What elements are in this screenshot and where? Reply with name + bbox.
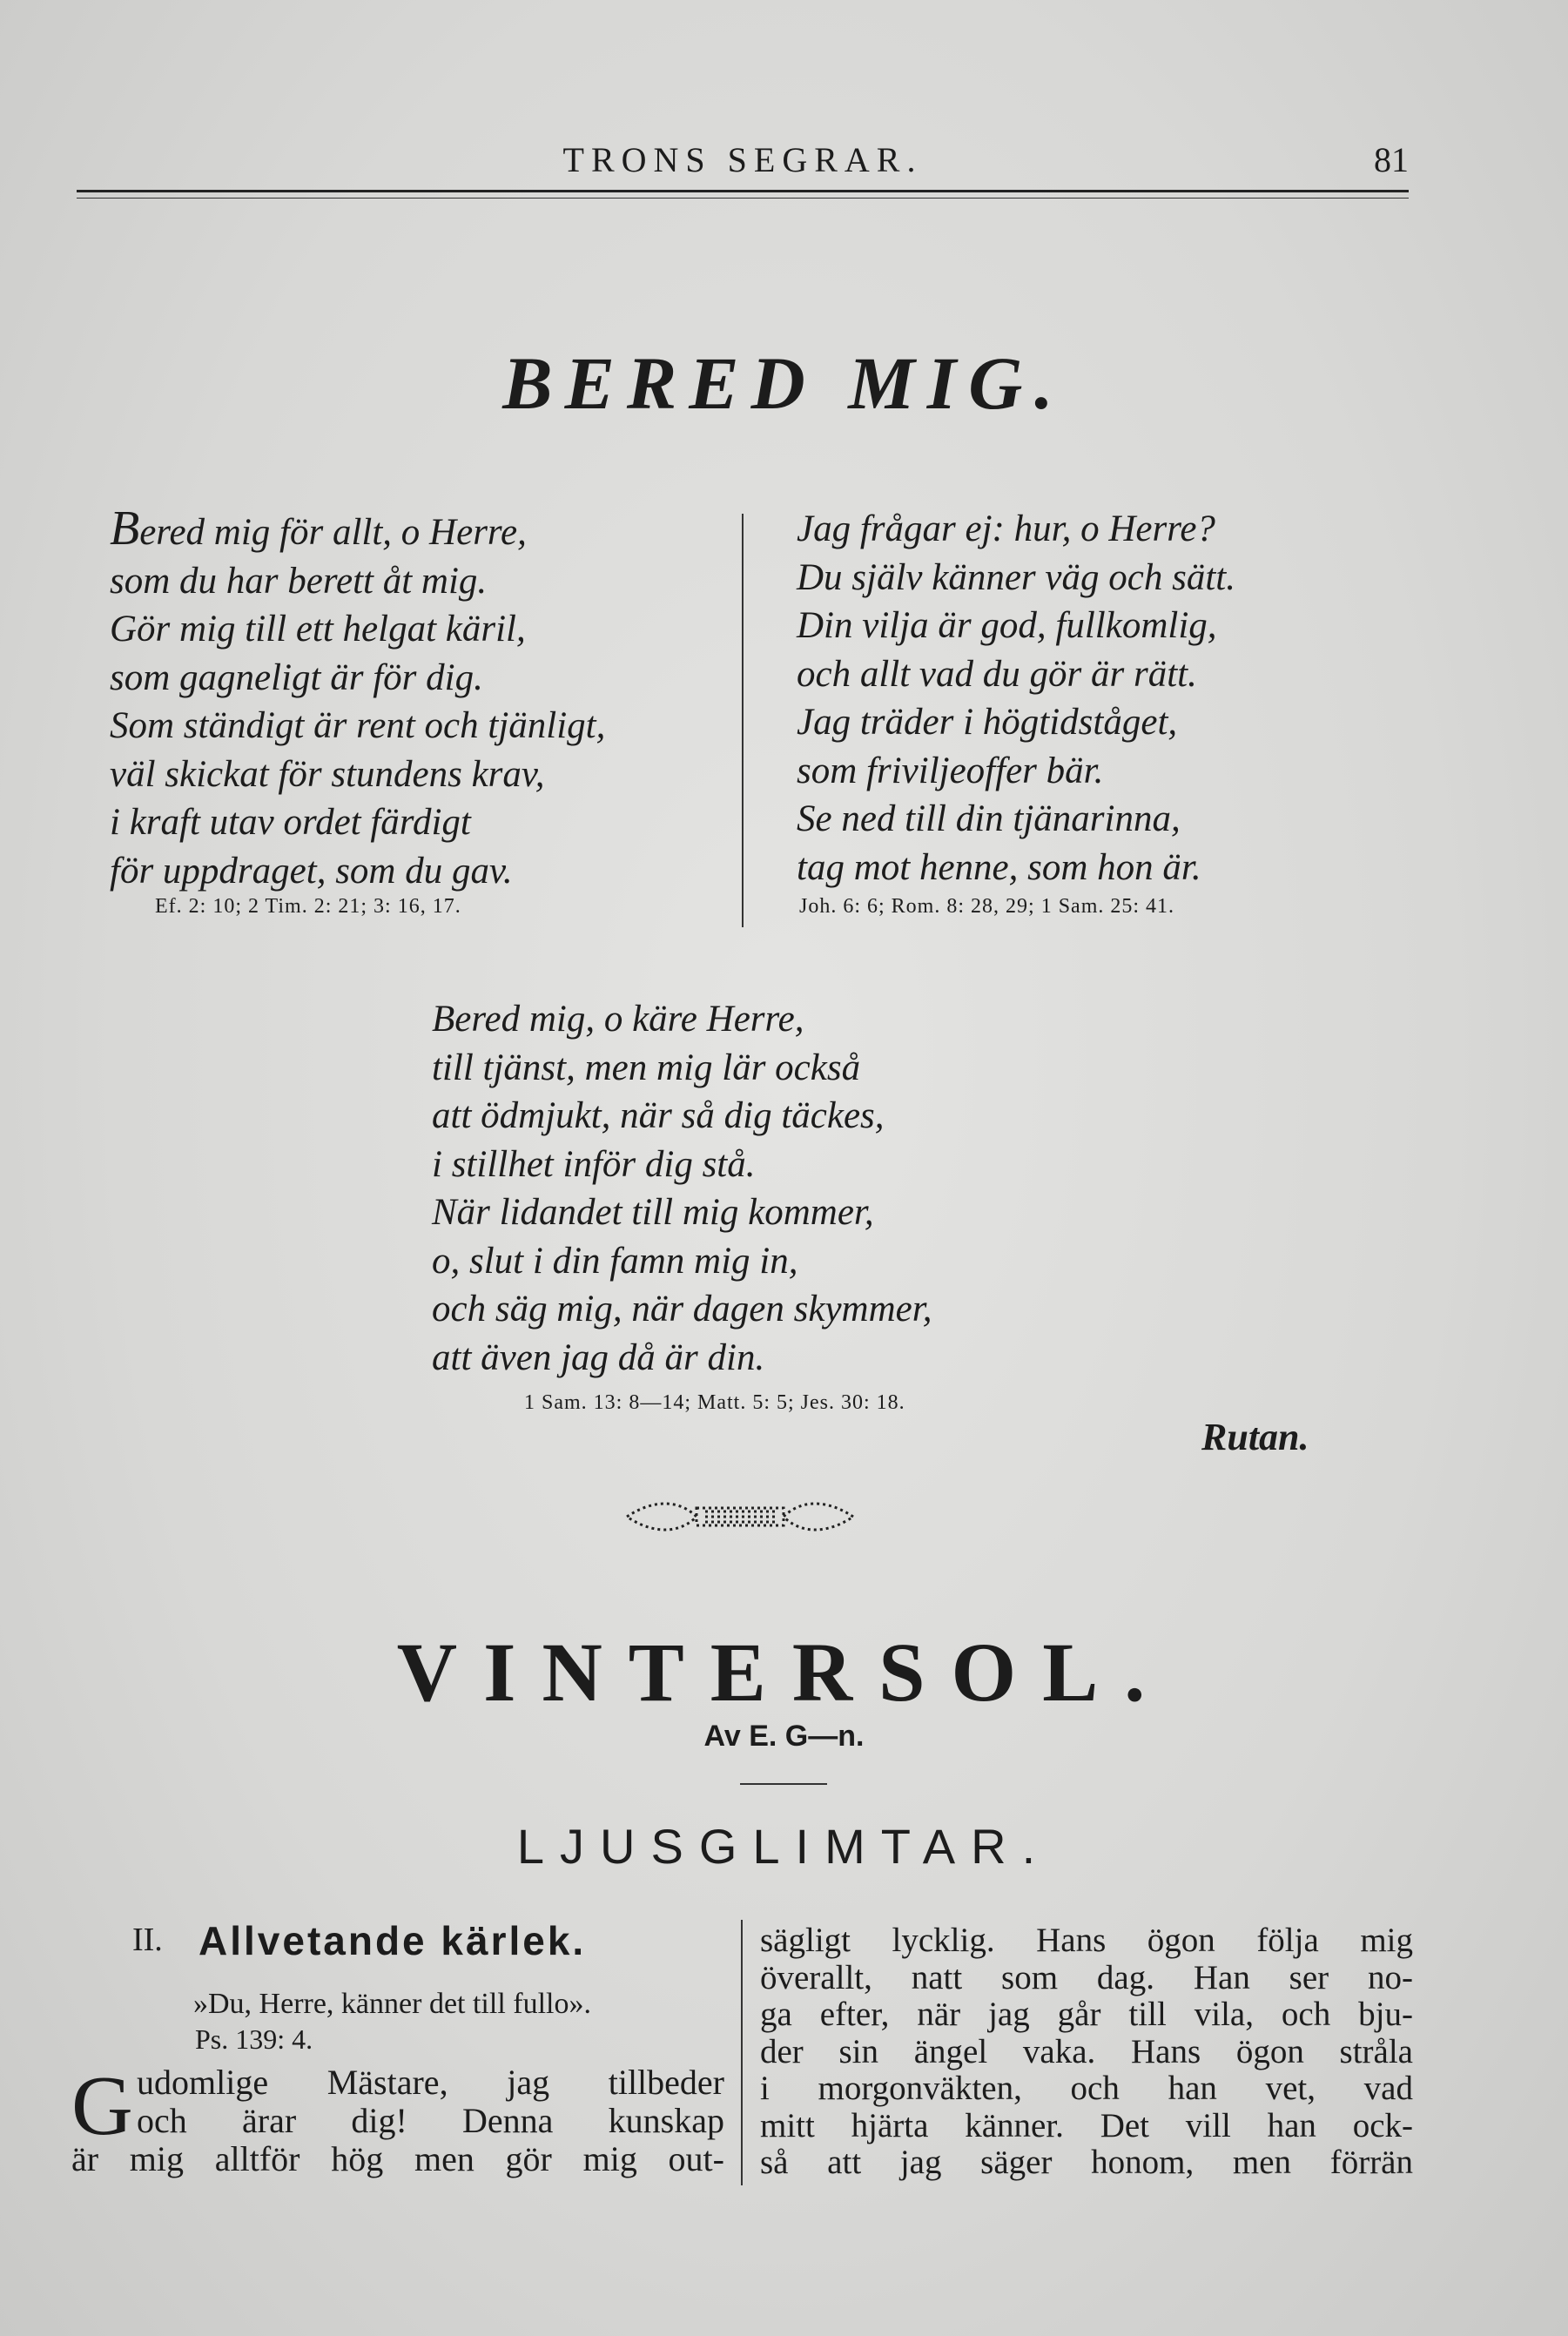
header-rule-thin: [77, 198, 1409, 199]
verse-left-reference: Ef. 2: 10; 2 Tim. 2: 21; 3: 16, 17.: [155, 895, 461, 918]
poem-title: BERED MIG.: [502, 341, 1066, 425]
page-number: 81: [1374, 140, 1409, 179]
verse-right-reference: Joh. 6: 6; Rom. 8: 28, 29; 1 Sam. 25: 41.: [799, 895, 1175, 918]
article-right-column: [760, 1922, 1413, 2182]
verse-line: tag mot henne, som hon är.: [797, 846, 1201, 888]
body-line: i morgonväkten, och han vet, vad: [760, 2070, 1413, 2107]
body-line: der sin ängel vaka. Hans ögon stråla: [760, 2032, 1413, 2070]
column-divider: [741, 1920, 743, 2185]
short-rule: [740, 1783, 827, 1785]
poem-verse-left: [110, 502, 719, 895]
article-byline: Av E. G—n.: [703, 1720, 865, 1753]
verse-line: Som ständigt är rent och tjänligt,: [110, 705, 606, 746]
verse-line: väl skickat för stundens krav,: [110, 753, 545, 795]
body-line: ga efter, när jag går till vila, och bju-: [760, 1996, 1413, 2033]
poem-verse-center: [432, 995, 1128, 1382]
drop-cap-letter: G: [71, 2059, 133, 2153]
verse-line: som gagneligt är för dig.: [110, 656, 483, 698]
epigraph-reference: Ps. 139: 4.: [195, 2023, 313, 2055]
verse-line: När lidandet till mig kommer,: [432, 1192, 874, 1233]
verse-line: att ödmjukt, när så dig täckes,: [432, 1095, 885, 1136]
verse-line: Jag träder i högtidståget,: [797, 702, 1178, 743]
verse-line: Bered mig, o käre Herre,: [432, 999, 804, 1040]
verse-center-reference: 1 Sam. 13: 8—14; Matt. 5: 5; Jes. 30: 18.: [524, 1391, 905, 1414]
column-divider: [742, 514, 744, 927]
poem-initial-letter: B: [110, 502, 140, 555]
article-subtitle: LJUSGLIMTAR.: [516, 1819, 1052, 1874]
verse-line: för uppdraget, som du gav.: [110, 850, 513, 892]
body-line: överallt, natt som dag. Han ser no-: [760, 1958, 1413, 1996]
verse-line: Gör mig till ett helgat käril,: [110, 609, 526, 650]
verse-line: Bered mig för allt, o Herre,: [110, 502, 527, 555]
verse-line: Din vilja är god, fullkomlig,: [797, 605, 1217, 646]
poem-author: Rutan.: [1201, 1416, 1309, 1458]
verse-line: Du själv känner väg och sätt.: [797, 556, 1235, 598]
verse-line: att även jag då är din.: [432, 1336, 765, 1378]
article-title: VINTERSOL.: [396, 1626, 1172, 1719]
verse-line: till tjänst, men mig lär också: [432, 1047, 861, 1088]
verse-line: i kraft utav ordet färdigt: [110, 802, 471, 843]
body-line: så att jag säger honom, men förrän: [760, 2144, 1413, 2181]
body-line: udomlige Mästare, jag tillbeder: [137, 2063, 724, 2102]
article-left-column: [71, 2059, 724, 2178]
poem-verse-right: [797, 505, 1406, 892]
verse-line: Jag frågar ej: hur, o Herre?: [797, 508, 1215, 549]
header-rule-thick: [77, 190, 1409, 192]
section-title: Allvetande kärlek.: [199, 1918, 587, 1963]
body-line: och ärar dig! Denna kunskap: [137, 2101, 724, 2140]
verse-line: i stillhet inför dig stå.: [432, 1143, 756, 1185]
section-number: II.: [132, 1922, 163, 1958]
epigraph-quote: »Du, Herre, känner det till fullo».: [193, 1988, 591, 2020]
running-title: TRONS SEGRAR.: [562, 140, 923, 179]
verse-line: som friviljeoffer bär.: [797, 750, 1104, 791]
verse-line: och säg mig, när dagen skymmer,: [432, 1289, 932, 1330]
page-header: [77, 139, 1409, 192]
verse-line: som du har berett åt mig.: [110, 560, 488, 602]
verse-line: Se ned till din tjänarinna,: [797, 798, 1181, 839]
verse-line: o, slut i din famn mig in,: [432, 1240, 798, 1282]
body-line: sägligt lycklig. Hans ögon följa mig: [760, 1922, 1413, 1959]
scroll-divider-ornament-icon: [601, 1499, 879, 1534]
body-line: är mig alltför hög men gör mig out-: [71, 2139, 724, 2178]
verse-line: och allt vad du gör är rätt.: [797, 653, 1197, 695]
body-line: mitt hjärta känner. Det vill han ock-: [760, 2106, 1413, 2144]
